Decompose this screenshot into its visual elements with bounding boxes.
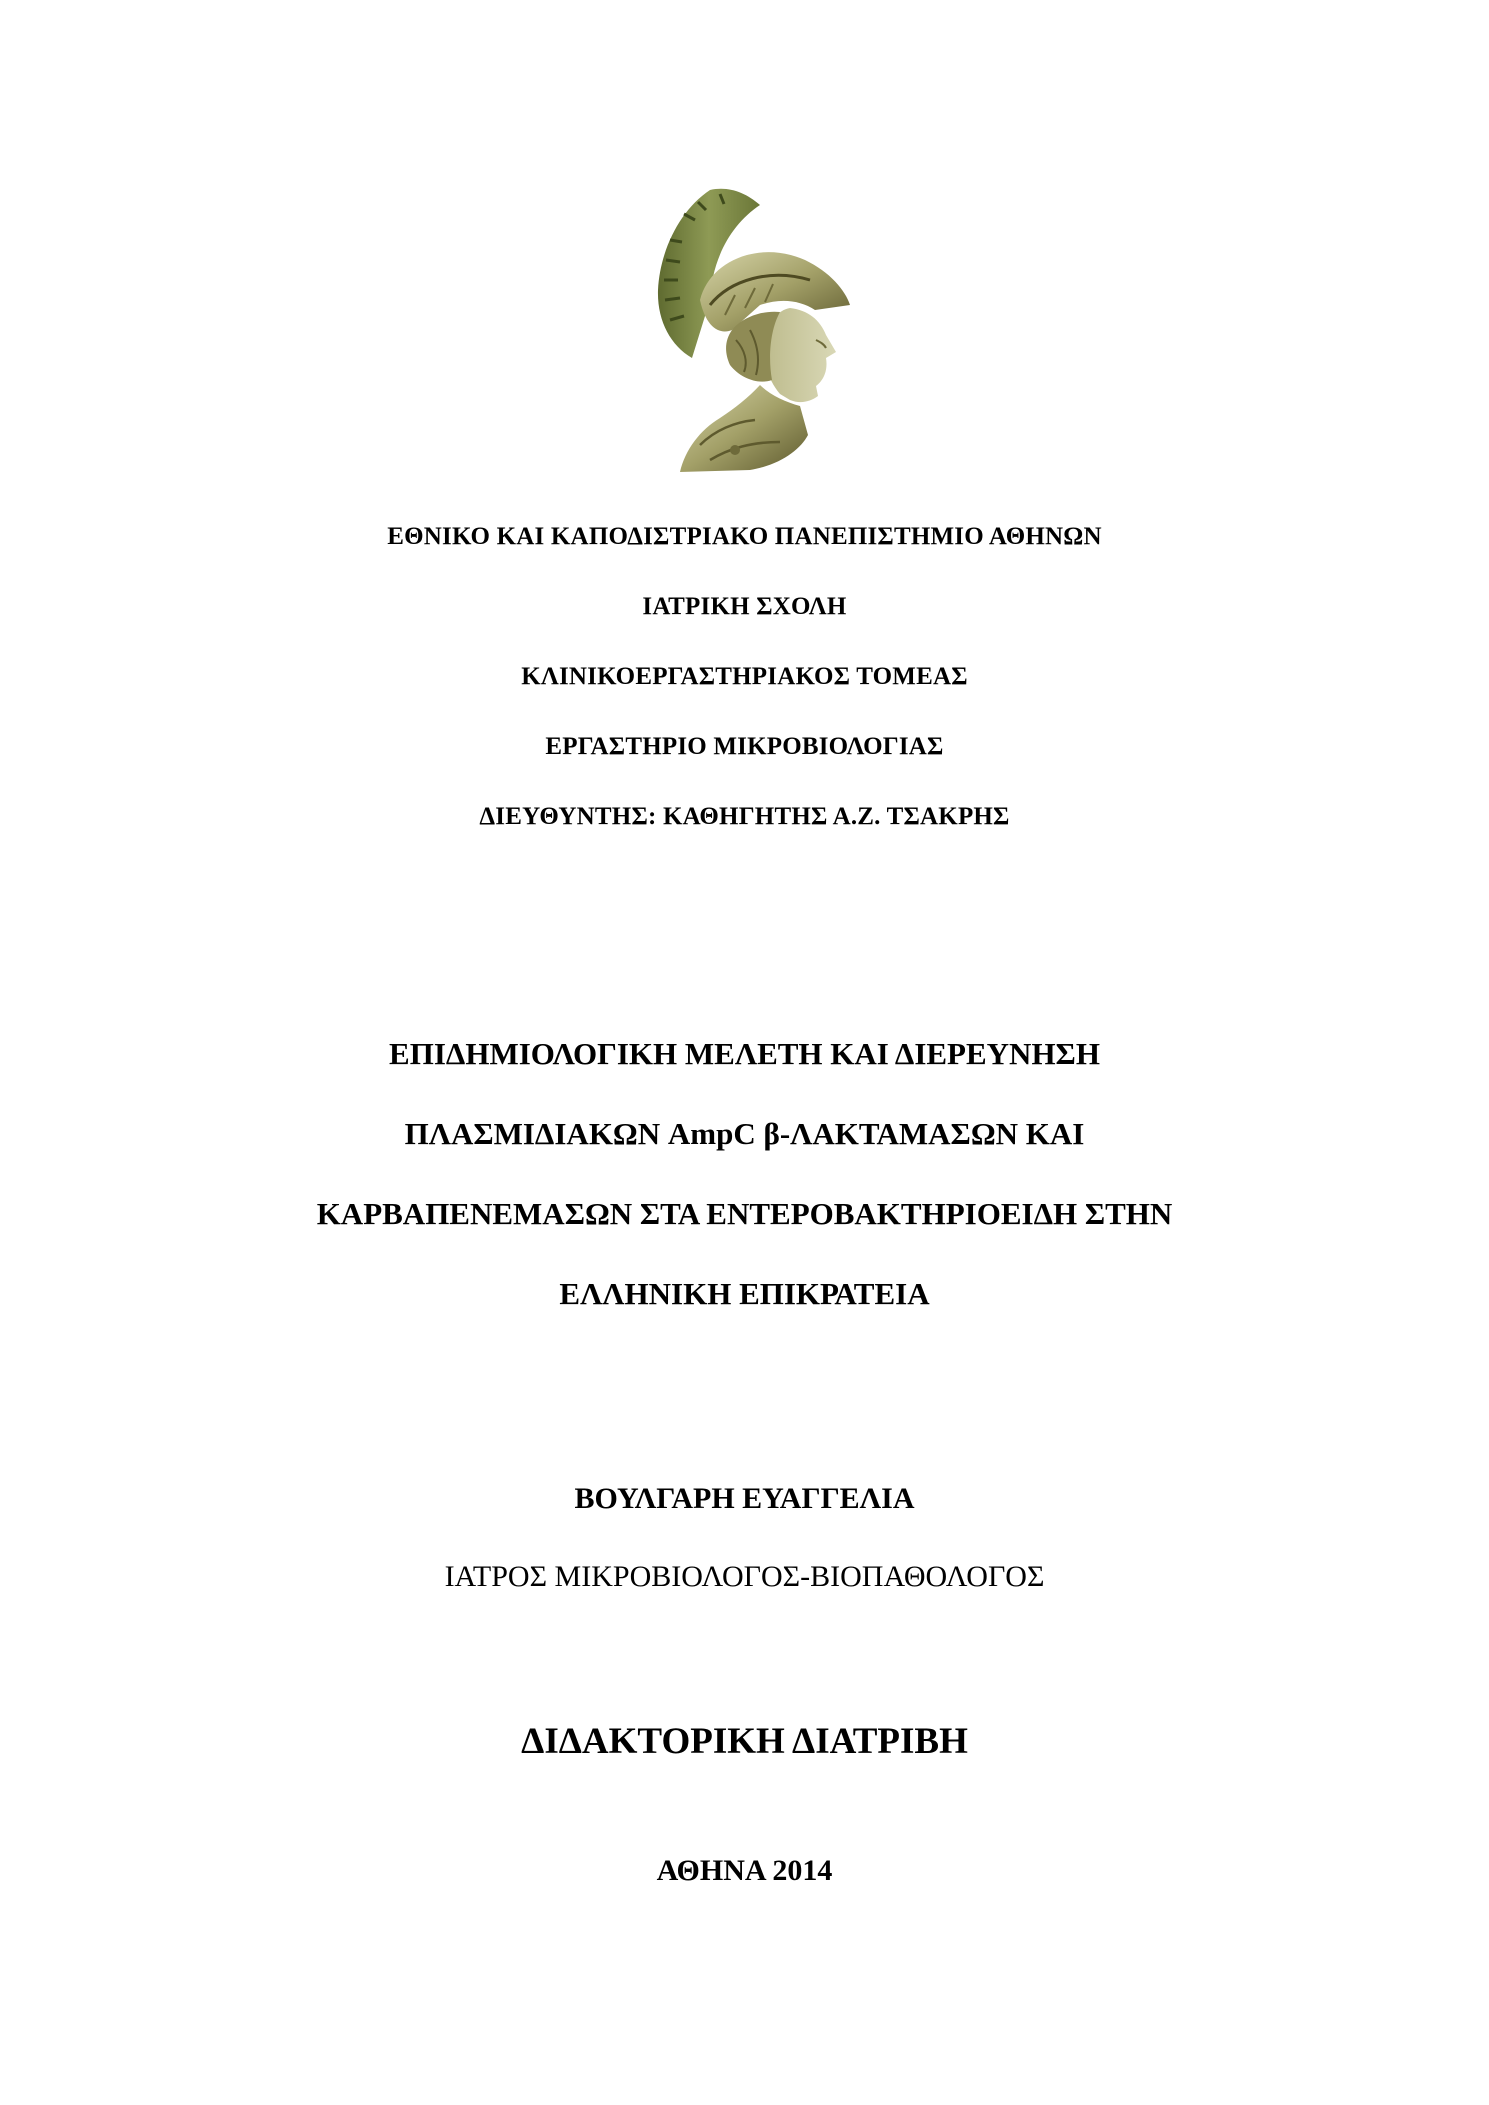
thesis-title-line: ΕΛΛΗΝΙΚΗ ΕΠΙΚΡΑΤΕΙΑ xyxy=(559,1276,930,1311)
laboratory-name: ΕΡΓΑΣΤΗΡΙΟ ΜΙΚΡΟΒΙΟΛΟΓΙΑΣ xyxy=(545,733,944,760)
thesis-title-line: ΕΠΙΔΗΜΙΟΛΟΓΙΚΗ ΜΕΛΕΤΗ ΚΑΙ ΔΙΕΡΕΥΝΗΣΗ xyxy=(389,1036,1100,1071)
place-year: ΑΘΗΝΑ 2014 xyxy=(656,1854,833,1887)
sector-name: ΚΛΙΝΙΚΟΕΡΓΑΣΤΗΡΙΑΚΟΣ ΤΟΜΕΑΣ xyxy=(521,663,968,690)
author-profession: ΙΑΤΡΟΣ ΜΙΚΡΟΒΙΟΛΟΓΟΣ-ΒΙΟΠΑΘΟΛΟΓΟΣ xyxy=(444,1560,1045,1593)
university-name: ΕΘΝΙΚΟ ΚΑΙ ΚΑΠΟΔΙΣΤΡΙΑΚΟ ΠΑΝΕΠΙΣΤΗΜΙΟ ΑΘΗΝΩΝ xyxy=(387,523,1102,550)
school-name: ΙΑΤΡΙΚΗ ΣΧΟΛΗ xyxy=(642,593,847,620)
author-name: ΒΟΥΛΓΑΡΗ ΕΥΑΓΓΕΛΙΑ xyxy=(574,1482,915,1515)
director-line: ΔΙΕΥΘΥΝΤΗΣ: ΚΑΘΗΓΗΤΗΣ Α.Ζ. ΤΣΑΚΡΗΣ xyxy=(479,803,1010,830)
thesis-title-line: ΚΑΡΒΑΠΕΝΕΜΑΣΩΝ ΣΤΑ ΕΝΤΕΡΟΒΑΚΤΗΡΙΟΕΙΔΗ ΣΤΗΝ xyxy=(316,1196,1173,1231)
athena-helmet-emblem-icon xyxy=(640,180,870,480)
document-type: ΔΙΔΑΚΤΟΡΙΚΗ ΔΙΑΤΡΙΒΗ xyxy=(521,1721,968,1762)
thesis-title-line: ΠΛΑΣΜΙΔΙΑΚΩΝ AmpC β-ΛΑΚΤΑΜΑΣΩΝ ΚΑΙ xyxy=(404,1116,1085,1151)
